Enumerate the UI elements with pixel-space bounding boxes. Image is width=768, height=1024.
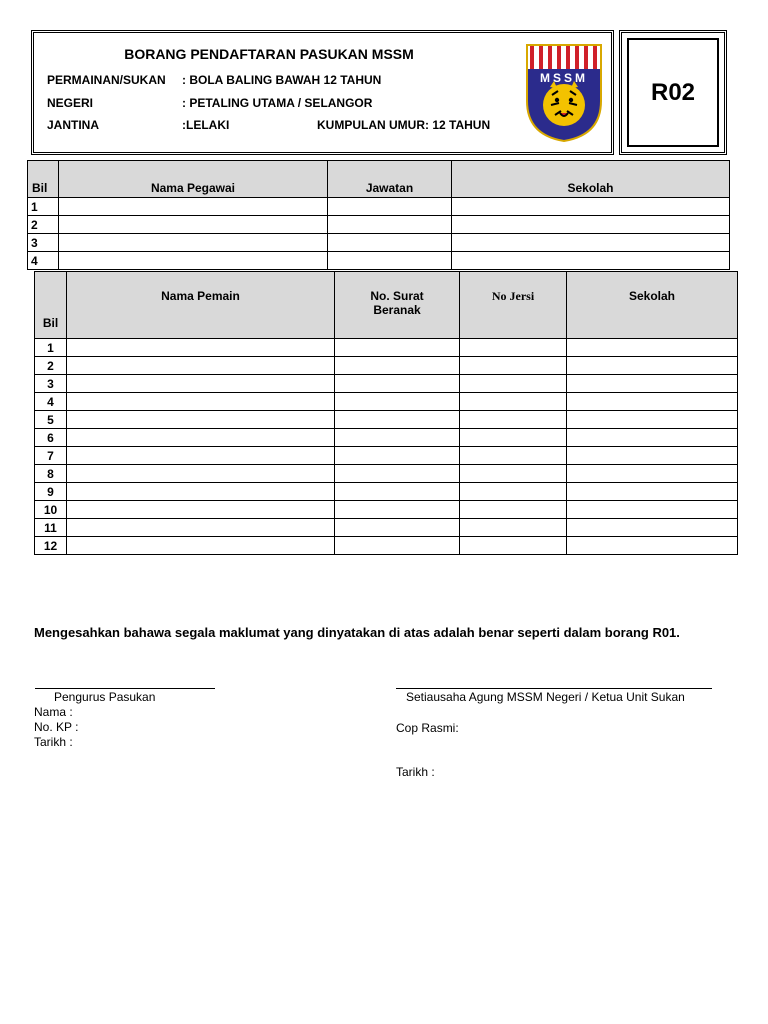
sekolah-cell[interactable] xyxy=(452,216,730,234)
state-value: : PETALING UTAMA / SELANGOR xyxy=(182,96,373,110)
table-row xyxy=(35,429,738,447)
row-number: 9 xyxy=(35,483,67,501)
players-header-sekolah: Sekolah xyxy=(567,272,738,339)
sekolah-cell[interactable] xyxy=(567,519,738,537)
no-jersi-cell[interactable] xyxy=(460,501,567,519)
surat-beranak-cell[interactable] xyxy=(335,339,460,357)
surat-beranak-cell[interactable] xyxy=(335,465,460,483)
signature-right-cop: Cop Rasmi: xyxy=(396,721,459,735)
signature-right-tarikh: Tarikh : xyxy=(396,765,435,779)
row-number: 6 xyxy=(35,429,67,447)
row-number: 3 xyxy=(35,375,67,393)
sekolah-cell[interactable] xyxy=(452,198,730,216)
row-number: 12 xyxy=(35,537,67,555)
nama-pemain-cell[interactable] xyxy=(67,357,335,375)
row-number: 3 xyxy=(28,234,59,252)
mssm-logo xyxy=(525,43,603,143)
table-row xyxy=(35,447,738,465)
gender-value: :LELAKI xyxy=(182,118,230,132)
gender-label: JANTINA xyxy=(47,118,100,132)
sekolah-cell[interactable] xyxy=(567,339,738,357)
signature-left-nama: Nama : xyxy=(34,705,73,719)
sekolah-cell[interactable] xyxy=(452,252,730,270)
no-jersi-cell[interactable] xyxy=(460,519,567,537)
nama-pegawai-cell[interactable] xyxy=(59,216,328,234)
form-title: BORANG PENDAFTARAN PASUKAN MSSM xyxy=(124,46,414,62)
sport-value: : BOLA BALING BAWAH 12 TAHUN xyxy=(182,73,382,87)
officials-header-nama: Nama Pegawai xyxy=(59,161,328,198)
table-row xyxy=(35,483,738,501)
table-row xyxy=(28,198,730,216)
nama-pemain-cell[interactable] xyxy=(67,375,335,393)
sekolah-cell[interactable] xyxy=(567,375,738,393)
surat-beranak-cell[interactable] xyxy=(335,519,460,537)
players-header-jersi: No Jersi xyxy=(460,272,567,339)
surat-beranak-cell[interactable] xyxy=(335,483,460,501)
row-number: 11 xyxy=(35,519,67,537)
age-group: KUMPULAN UMUR: 12 TAHUN xyxy=(317,118,491,132)
jawatan-cell[interactable] xyxy=(328,252,452,270)
row-number: 1 xyxy=(28,198,59,216)
table-row xyxy=(35,501,738,519)
players-header-bil: Bil xyxy=(35,272,67,339)
nama-pemain-cell[interactable] xyxy=(67,465,335,483)
row-number: 10 xyxy=(35,501,67,519)
surat-beranak-cell[interactable] xyxy=(335,357,460,375)
jawatan-cell[interactable] xyxy=(328,216,452,234)
logo-text: MSSM xyxy=(540,71,588,85)
no-jersi-cell[interactable] xyxy=(460,375,567,393)
jawatan-cell[interactable] xyxy=(328,234,452,252)
officials-header-jawatan: Jawatan xyxy=(328,161,452,198)
row-number: 1 xyxy=(35,339,67,357)
table-row xyxy=(35,519,738,537)
no-jersi-cell[interactable] xyxy=(460,411,567,429)
surat-beranak-cell[interactable] xyxy=(335,537,460,555)
nama-pemain-cell[interactable] xyxy=(67,519,335,537)
nama-pegawai-cell[interactable] xyxy=(59,252,328,270)
table-row xyxy=(35,465,738,483)
row-number: 2 xyxy=(28,216,59,234)
signature-line-right xyxy=(396,688,712,689)
signature-line-left xyxy=(35,688,215,689)
surat-beranak-cell[interactable] xyxy=(335,501,460,519)
table-row xyxy=(35,537,738,555)
row-number: 7 xyxy=(35,447,67,465)
signature-left-nokp: No. KP : xyxy=(34,720,79,734)
sekolah-cell[interactable] xyxy=(567,393,738,411)
players-header-surat: No. Surat Beranak xyxy=(335,272,460,339)
sekolah-cell[interactable] xyxy=(452,234,730,252)
no-jersi-cell[interactable] xyxy=(460,357,567,375)
no-jersi-cell[interactable] xyxy=(460,393,567,411)
players-header-nama: Nama Pemain xyxy=(67,272,335,339)
nama-pemain-cell[interactable] xyxy=(67,501,335,519)
state-label: NEGERI xyxy=(47,96,94,110)
sekolah-cell[interactable] xyxy=(567,357,738,375)
surat-beranak-cell[interactable] xyxy=(335,447,460,465)
row-number: 2 xyxy=(35,357,67,375)
sekolah-cell[interactable] xyxy=(567,411,738,429)
officials-table xyxy=(27,160,730,270)
signature-right-title: Setiausaha Agung MSSM Negeri / Ketua Unit Sukan xyxy=(406,690,685,704)
table-row xyxy=(28,234,730,252)
officials-header-sekolah: Sekolah xyxy=(452,161,730,198)
surat-beranak-cell[interactable] xyxy=(335,375,460,393)
row-number: 5 xyxy=(35,411,67,429)
no-jersi-cell[interactable] xyxy=(460,429,567,447)
sekolah-cell[interactable] xyxy=(567,501,738,519)
signature-left-tarikh: Tarikh : xyxy=(34,735,73,749)
nama-pegawai-cell[interactable] xyxy=(59,234,328,252)
officials-header-row xyxy=(28,161,730,198)
players-header-row xyxy=(35,272,738,339)
table-row xyxy=(35,411,738,429)
nama-pemain-cell[interactable] xyxy=(67,483,335,501)
table-row xyxy=(35,375,738,393)
nama-pegawai-cell[interactable] xyxy=(59,198,328,216)
row-number: 8 xyxy=(35,465,67,483)
table-row xyxy=(35,393,738,411)
declaration-text: Mengesahkan bahawa segala maklumat yang dinyatakan di atas adalah benar seperti dalam borang R01. xyxy=(34,625,680,640)
sekolah-cell[interactable] xyxy=(567,465,738,483)
nama-pemain-cell[interactable] xyxy=(67,429,335,447)
nama-pemain-cell[interactable] xyxy=(67,537,335,555)
nama-pemain-cell[interactable] xyxy=(67,393,335,411)
sport-label: PERMAINAN/SUKAN xyxy=(47,73,166,87)
row-number: 4 xyxy=(28,252,59,270)
table-row xyxy=(35,357,738,375)
sekolah-cell[interactable] xyxy=(567,447,738,465)
no-jersi-cell[interactable] xyxy=(460,483,567,501)
sekolah-cell[interactable] xyxy=(567,483,738,501)
nama-pemain-cell[interactable] xyxy=(67,339,335,357)
table-row xyxy=(35,339,738,357)
surat-beranak-cell[interactable] xyxy=(335,393,460,411)
players-table xyxy=(34,271,738,555)
officials-header-bil: Bil xyxy=(28,161,59,198)
no-jersi-cell[interactable] xyxy=(460,537,567,555)
form-code: R02 xyxy=(627,38,719,147)
form-header xyxy=(31,30,614,155)
sekolah-cell[interactable] xyxy=(567,537,738,555)
jawatan-cell[interactable] xyxy=(328,198,452,216)
no-jersi-cell[interactable] xyxy=(460,339,567,357)
surat-beranak-cell[interactable] xyxy=(335,411,460,429)
row-number: 4 xyxy=(35,393,67,411)
surat-beranak-cell[interactable] xyxy=(335,429,460,447)
table-row xyxy=(28,252,730,270)
no-jersi-cell[interactable] xyxy=(460,465,567,483)
nama-pemain-cell[interactable] xyxy=(67,411,335,429)
no-jersi-cell[interactable] xyxy=(460,447,567,465)
signature-left-title: Pengurus Pasukan xyxy=(54,690,156,704)
form-code-box xyxy=(619,30,727,155)
sekolah-cell[interactable] xyxy=(567,429,738,447)
table-row xyxy=(28,216,730,234)
nama-pemain-cell[interactable] xyxy=(67,447,335,465)
